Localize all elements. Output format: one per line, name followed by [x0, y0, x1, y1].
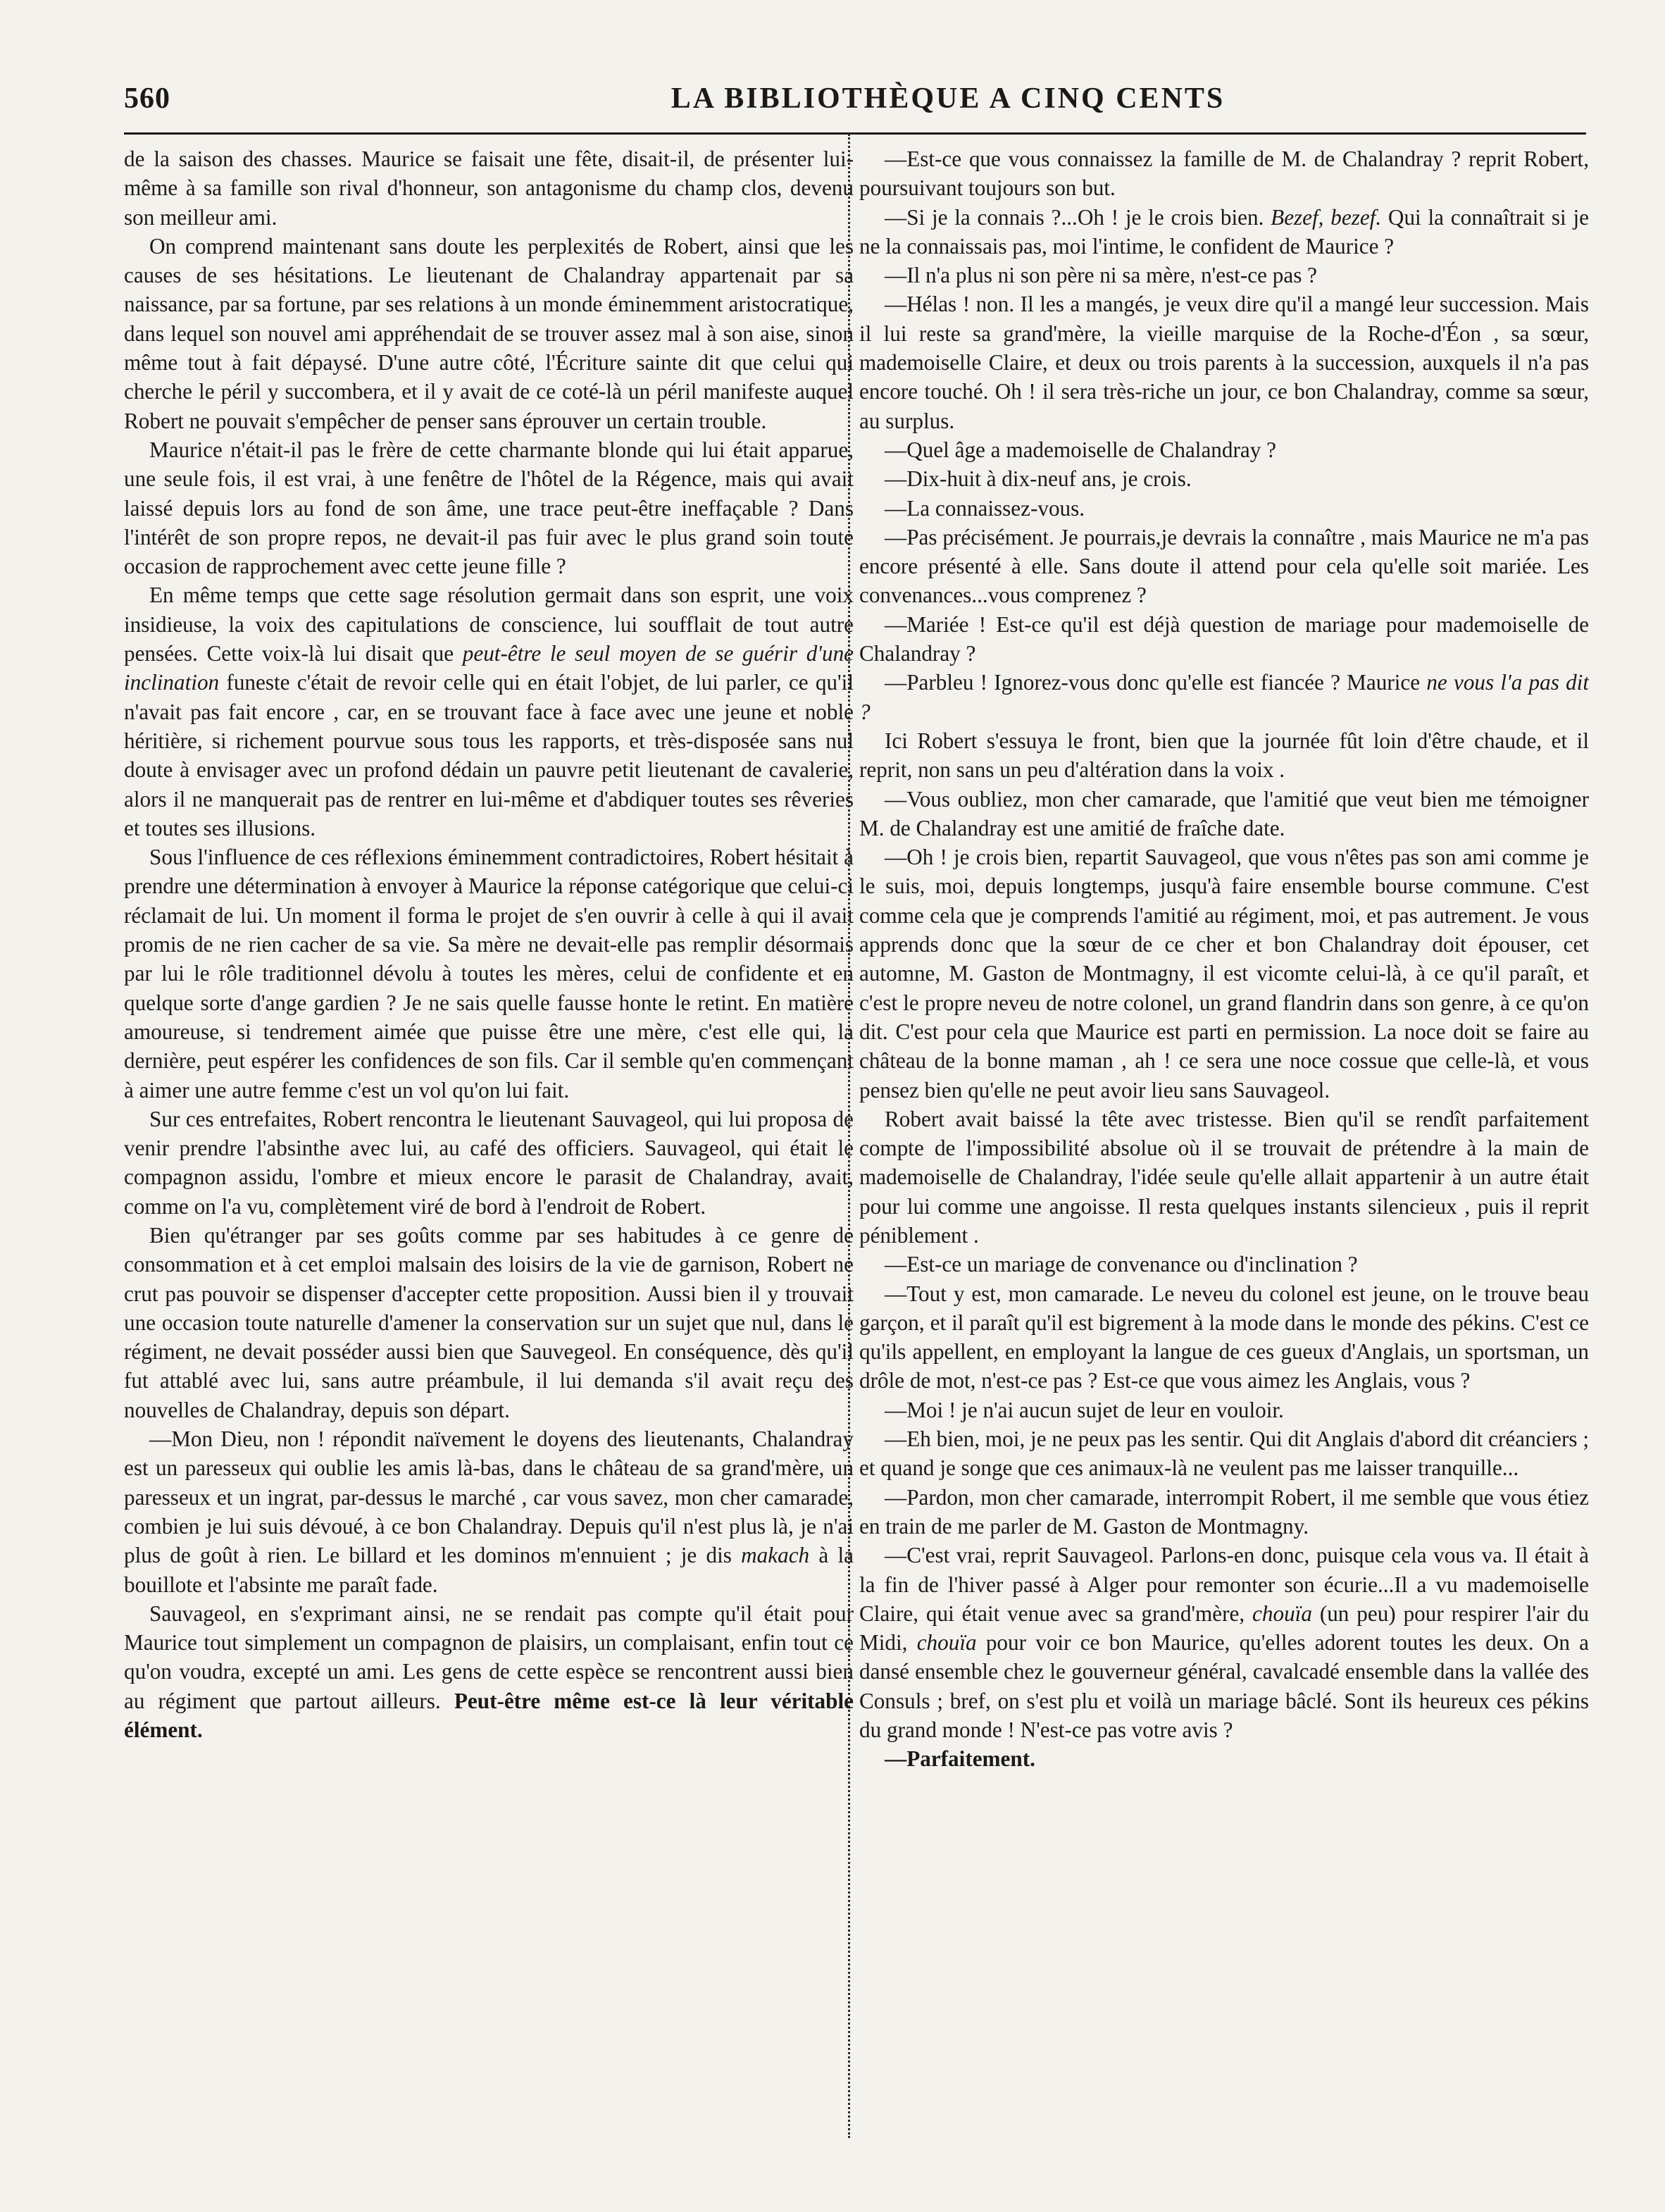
paragraph [124, 580, 854, 843]
paragraph: Sur ces entrefaites, Robert rencontra le lieutenant Sauvageol, qui lui proposa de venir prendre l'absinthe avec lui, au café des officiers. Sauvageol, qui était le compagnon assidu, l'ombre et mieux encore le parasit de Chalandray, avait, comme on l'a vu, complètement viré de bord à l'endroit de Robert. [124, 1106, 854, 1219]
paragraph: —Eh bien, moi, je ne peux pas les sentir. Qui dit Anglais d'abord dit créanciers ; et quand je songe que ces animaux-là ne veulent pas me laisser tranquille... [859, 1427, 1589, 1481]
paragraph: —Oh ! je crois bien, repartit Sauvageol, que vous n'êtes pas son ami comme je le suis, moi, depuis longtemps, jusqu'à faire ensemble bourse commune. C'est comme cela que je comprends l'amitié au régiment, moi, et pas autrement. Je vous apprends donc que la sœur de ce cher et bon Chalandray doit épouser, cet automne, M. Gaston de Montmagny, il est vicomte celui-là, à ce qu'il paraît, et c'est le propre neveu de notre colonel, un grand flandrin dans son genre, à ce qu'on dit. C'est pour cela que Maurice est parti en permission. La noce doit se faire au château de la bonne maman , ah ! ce sera une noce cossue que celle-là, et vous pensez bien qu'elle ne peut avoir lieu sans Sauvageol. [859, 845, 1589, 1102]
paragraph: Ici Robert s'essuya le front, bien que la journée fût loin d'être chaude, et il reprit, non sans un peu d'altération dans la voix . [859, 728, 1589, 783]
text-run: à la bouillote et l'absinte me paraît fade. [124, 1543, 854, 1597]
text-run: En même temps que cette sage résolution germait dans son esprit, une voix insidieuse, la voix des capitulations de conscience, lui soufflait de tout autre pensées. Cette voix-là lui disait que [124, 583, 854, 666]
paragraph: —Vous oubliez, mon cher camarade, que l'amitié que veut bien me témoigner M. de Chalandray est une amitié de fraîche date. [859, 786, 1589, 840]
paragraph [124, 1599, 854, 1744]
text-run: —C'est vrai, reprit Sauvageol. Parlons-en donc, puisque cela vous va. Il était à la fin de l'hiver passé à Alger pour remonter son écurie...Il a vu mademoiselle Claire, qui était venue avec sa grand'mère, [859, 1543, 1589, 1626]
text-run: —Si je la connais ?...Oh ! je le crois bien. [885, 204, 1271, 230]
right-column [859, 144, 1589, 2138]
paragraph [124, 1424, 854, 1599]
page-number: 560 [124, 82, 170, 115]
paragraph: —Est-ce un mariage de convenance ou d'inclination ? [885, 1252, 1358, 1277]
paragraph: —Moi ! je n'ai aucun sujet de leur en vouloir. [885, 1397, 1284, 1422]
text-run: funeste c'était de revoir celle qui en était l'objet, de lui parler, ce qu'il n'avait pas fait encore , car, en se trouvant face à face avec une jeune et noble héritière, si richement pourvue sous tous les rapports, et très-disposée sans nul doute à envisager avec un profond dédain un pauvre petit lieutenant de cavalerie, alors il ne manquerait pas de rentrer en lui-même et d'abdiquer toutes ses rêveries et toutes ses illusions. [124, 670, 854, 840]
text-run: pour voir ce bon Maurice, qu'elles adorent toutes les deux. On a dansé ensemble chez le gouverneur général, cavalcadé ensemble dans la vallée des Consuls ; bref, on s'est plu et voilà un mariage bâclé. Sont ils heureux ces pékins du grand monde ! N'est-ce pas votre avis ? [859, 1630, 1589, 1743]
paragraph: Robert avait baissé la tête avec tristesse. Bien qu'il se rendît parfaitement compte de l'impossibilité absolue où il se trouvait de prétendre à la main de mademoiselle de Chalandray, l'idée seule qu'elle allait appartenir à un autre était pour lui comme une angoisse. Il resta quelques instants silencieux , puis il reprit péniblement . [859, 1106, 1589, 1248]
paragraph: —La connaissez-vous. [885, 495, 1085, 521]
paragraph [859, 203, 1589, 261]
paragraph: —Pas précisément. Je pourrais,je devrais la connaître , mais Maurice ne m'a pas encore présenté à elle. Sans doute il attend pour cela qu'elle soit mariée. Les convenances...vous comprenez ? [859, 524, 1589, 608]
italic-run: Bezef, bezef. [1271, 204, 1382, 230]
paragraph: —Dix-huit à dix-neuf ans, je crois. [885, 466, 1192, 492]
column-divider [848, 134, 850, 2138]
italic-run: chouïa [916, 1630, 977, 1655]
paragraph: de la saison des chasses. Maurice se faisait une fête, disait-il, de présenter lui-même à sa famille son rival d'honneur, son antagonisme du champ clos, devenu son meilleur ami. [124, 147, 854, 230]
text-run: Qui la connaîtrait si je ne la connaissais pas, moi l'intime, le confident de Maurice ? [859, 204, 1589, 259]
paragraph: —Parfaitement. [885, 1746, 1035, 1772]
paragraph: On comprend maintenant sans doute les perplexités de Robert, ainsi que les causes de ses hésitations. Le lieutenant de Chalandray appartenait par sa naissance, par sa fortune, par ses relations à un monde éminemment aristocratique, dans lequel son nouvel ami appréhendait de se trouver assez mal à son aise, sinon même tout à fait dépaysé. D'une autre côté, l'Écriture sainte dit que celui qui cherche le péril y succombera, et il y avait de ce coté-là un péril manifeste auquel Robert ne pouvait s'empêcher de penser sans éprouver un certain trouble. [124, 233, 854, 433]
italic-run: ne vous l'a pas dit ? [859, 670, 1589, 724]
text-run: —Mon Dieu, non ! répondit naïvement le doyens des lieutenants, Chalandray est un paresseux qui oublie les amis là-bas, dans le château de sa grand'mère, un paresseux et un ingrat, par-dessus le marché , car vous savez, mon cher camarade, combien je lui suis dévoué, à ce bon Chalandray. Depuis qu'il n'est plus là, je n'ai plus de goût à rien. Le billard et les dominos m'ennuient ; je dis [124, 1427, 854, 1568]
italic-run: makach [741, 1543, 810, 1568]
paragraph: Bien qu'étranger par ses goûts comme par ses habitudes à ce genre de consommation et à cet emploi malsain des loisirs de la vie de garnison, Robert ne crut pas pouvoir se dispenser d'accepter cette proposition. Aussi bien il y trouvait une occasion toute naturelle d'amener la conservation sur un sujet que nul, dans le régiment, ne devait posséder aussi bien que Sauvegeol. En conséquence, dès qu'il fut attablé avec lui, sans autre préambule, il lui demanda s'il avait reçu des nouvelles de Chalandray, depuis son départ. [124, 1222, 854, 1422]
italic-run: peut-être le seul moyen de se guérir d'une inclination [124, 641, 854, 695]
text-run: —Parbleu ! Ignorez-vous donc qu'elle est fiancée ? Maurice [885, 670, 1427, 695]
left-column [124, 144, 854, 2138]
paragraph: —Tout y est, mon camarade. Le neveu du colonel est jeune, on le trouve beau garçon, et il paraît qu'il est bigrement à la mode dans le monde des pékins. C'est ce qu'ils appellent, en employant la langue de ces gueux d'Anglais, un sportsman, un drôle de mot, n'est-ce pas ? Est-ce que vous aimez les Anglais, vous ? [859, 1281, 1589, 1393]
paragraph: Sous l'influence de ces réflexions éminemment contradictoires, Robert hésitait à prendre une détermination à envoyer à Maurice la réponse catégorique que celui-ci réclamait de lui. Un moment il forma le projet de s'en ouvrir à celle à qui il avait promis de ne rien cacher de sa vie. Sa mère ne devait-elle pas remplir désormais par lui le rôle traditionnel dévolu à toutes les mères, celui de confidente et en quelque sorte d'ange gardien ? Je ne sais quelle fausse honte le retint. En matière amoureuse, si tendrement aimée que puisse être une mère, c'est elle qui, la dernière, peut espérer les confidences de son fils. Car il semble qu'en commençant à aimer une autre femme c'est un vol qu'on lui fait. [124, 845, 854, 1102]
paragraph: —Hélas ! non. Il les a mangés, je veux dire qu'il a mangé leur succession. Mais il lui reste sa grand'mère, la vieille marquise de la Roche-d'Éon , sa sœur, mademoiselle Claire, et deux ou trois parents à la succession, auxquels il n'a pas encore touché. Oh ! il sera très-riche un jour, ce bon Chalandray, comme sa sœur, au surplus. [859, 292, 1589, 433]
paragraph [859, 668, 1589, 726]
paragraph [859, 1541, 1589, 1744]
paragraph: —Quel âge a mademoiselle de Chalandray ? [885, 437, 1276, 462]
page-header [124, 82, 1582, 131]
bold-run: Peut-être même est-ce là leur véritable élément. [124, 1688, 854, 1743]
paragraph: Maurice n'était-il pas le frère de cette charmante blonde qui lui était apparue, une seule fois, il est vrai, à une fenêtre de l'hôtel de la Régence, mais qui avait laissé depuis lors au fond de son âme, une trace peut-être ineffaçable ? Dans l'intérêt de son propre repos, ne devait-il pas fuir avec le plus grand soin toute occasion de rapprochement avec cette jeune fille ? [124, 437, 854, 579]
paragraph: —Il n'a plus ni son père ni sa mère, n'est-ce pas ? [885, 263, 1318, 288]
text-run: (un peu) pour respirer l'air du Midi, [859, 1601, 1589, 1655]
paragraph: —Pardon, mon cher camarade, interrompit Robert, il me semble que vous étiez en train de me parler de M. Gaston de Montmagny. [859, 1484, 1589, 1539]
header-rule [124, 132, 1586, 135]
paragraph: —Est-ce que vous connaissez la famille de M. de Chalandray ? reprit Robert, poursuivant toujours son but. [859, 147, 1589, 201]
running-title: LA BIBLIOTHÈQUE A CINQ CENTS [671, 82, 1226, 115]
paragraph: —Mariée ! Est-ce qu'il est déjà question de mariage pour mademoiselle de Chalandray ? [859, 611, 1589, 666]
text-run: Sauvageol, en s'exprimant ainsi, ne se rendait pas compte qu'il était pour Maurice tout simplement un compagnon de plaisirs, un complaisant, enfin tout ce qu'on voudra, excepté un ami. Les gens de cette espèce se rencontrent aussi bien au régiment que partout ailleurs. [124, 1601, 854, 1713]
italic-run: chouïa [1252, 1601, 1312, 1626]
